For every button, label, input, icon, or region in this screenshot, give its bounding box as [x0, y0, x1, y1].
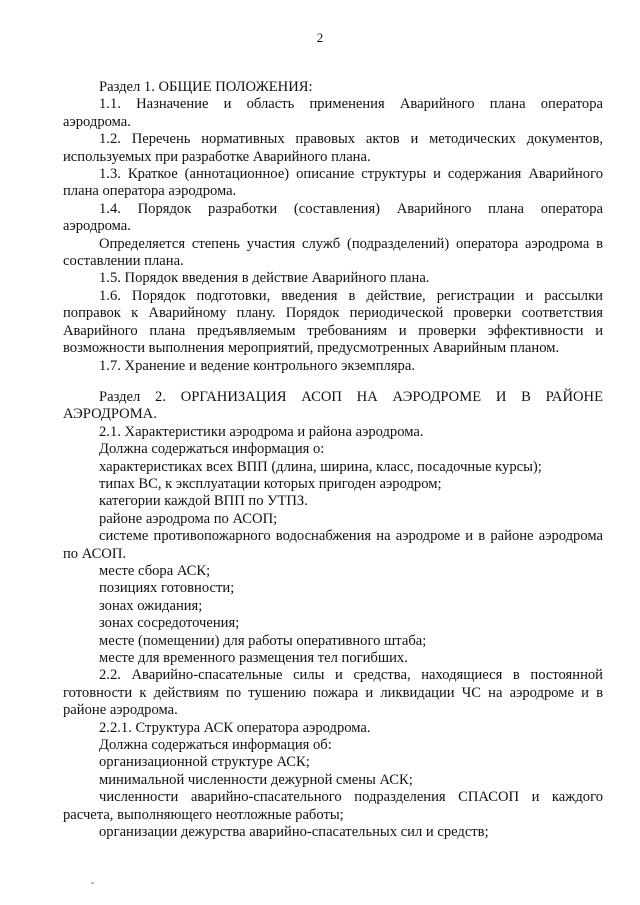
item-1-3-line-2: плана оператора аэродрома. [63, 183, 237, 200]
water-supply-line-2: по АСОП. [63, 545, 127, 562]
item-1-7: 1.7. Хранение и ведение контрольного экземпляра. [99, 357, 415, 374]
item-2-2-line-1: 2.2. Аварийно-спасательные силы и средства, находящиеся в постоянной [99, 667, 603, 684]
item-2-2-1: 2.2.1. Структура АСК оператора аэродрома. [99, 719, 371, 736]
item-1-5: 1.5. Порядок введения в действие Аварийного плана. [99, 270, 430, 287]
list-item: зонах сосредоточения; [99, 615, 240, 632]
item-1-4-line-2: аэродрома. [63, 218, 131, 235]
item-1-6-line-3: Аварийного плана предъявляемым требованиям и проверки эффективности и [63, 322, 603, 339]
item-1-2-line-2: используемых при разработке Аварийного плана. [63, 148, 371, 165]
section-2-heading-line-1: Раздел 2. ОРГАНИЗАЦИЯ АСОП НА АЭРОДРОМЕ И В РАЙОНЕ [99, 388, 603, 405]
list-item: категории каждой ВПП по УТПЗ. [99, 493, 308, 510]
section-2-heading-line-2: АЭРОДРОМА. [63, 406, 157, 423]
participation-line-2: составлении плана. [63, 253, 184, 270]
scan-speck [91, 882, 94, 884]
list-item: месте сбора АСК; [99, 562, 211, 579]
item-2-2-line-2: готовности к действиям по тушению пожара и ликвидации ЧС на аэродроме и в [63, 684, 603, 701]
participation-line-1: Определяется степень участия служб (подразделений) оператора аэродрома в [99, 235, 603, 252]
item-1-4-line-1: 1.4. Порядок разработки (составления) Аварийного плана оператора [99, 200, 603, 217]
crew-line-2: расчета, выполняющего неотложные работы; [63, 806, 344, 823]
section-1-heading: Раздел 1. ОБЩИЕ ПОЛОЖЕНИЯ: [99, 79, 313, 95]
item-2-2-line-3: районе аэродрома. [63, 702, 178, 719]
item-1-3-line-1: 1.3. Краткое (аннотационное) описание структуры и содержания Аварийного [99, 166, 603, 183]
item-1-1-line-1: 1.1. Назначение и область применения Аварийного плана оператора [99, 96, 603, 113]
item-1-2-line-1: 1.2. Перечень нормативных правовых актов и методических документов, [99, 131, 603, 148]
info-intro-2: Должна содержаться информация об: [99, 737, 332, 754]
item-1-6-line-1: 1.6. Порядок подготовки, введения в действие, регистрации и рассылки [99, 287, 603, 304]
item-2-1: 2.1. Характеристики аэродрома и района аэродрома. [99, 423, 424, 440]
duty-organization: организации дежурства аварийно-спасательных сил и средств; [99, 824, 489, 841]
info-intro: Должна содержаться информация о: [99, 441, 325, 458]
list-item: зонах ожидания; [99, 597, 203, 614]
list-item: характеристиках всех ВПП (длина, ширина, класс, посадочные курсы); [99, 458, 542, 475]
item-1-6-line-4: возможности выполнения мероприятий, предусмотренных Аварийным планом. [63, 340, 560, 357]
list-item: типах ВС, к эксплуатации которых пригоден аэродром; [99, 475, 442, 492]
crew-line-1: численности аварийно-спасательного подразделения СПАСОП и каждого [99, 789, 603, 806]
page-number: 2 [316, 30, 324, 45]
item-1-1-line-2: аэродрома. [63, 113, 131, 130]
document-body [63, 79, 603, 841]
list-item: районе аэродрома по АСОП; [99, 510, 278, 527]
list-item: организационной структуре АСК; [99, 754, 310, 771]
list-item: месте для временного размещения тел погибших. [99, 650, 408, 666]
list-item: месте (помещении) для работы оперативного штаба; [99, 632, 427, 649]
list-item: минимальной численности дежурной смены АСК; [99, 771, 413, 788]
item-1-6-line-2: поправок к Аварийному плану. Порядок периодической проверки соответствия [63, 305, 603, 322]
water-supply-line-1: системе противопожарного водоснабжения на аэродроме и в районе аэродрома [99, 528, 603, 545]
list-item: позициях готовности; [99, 580, 235, 597]
